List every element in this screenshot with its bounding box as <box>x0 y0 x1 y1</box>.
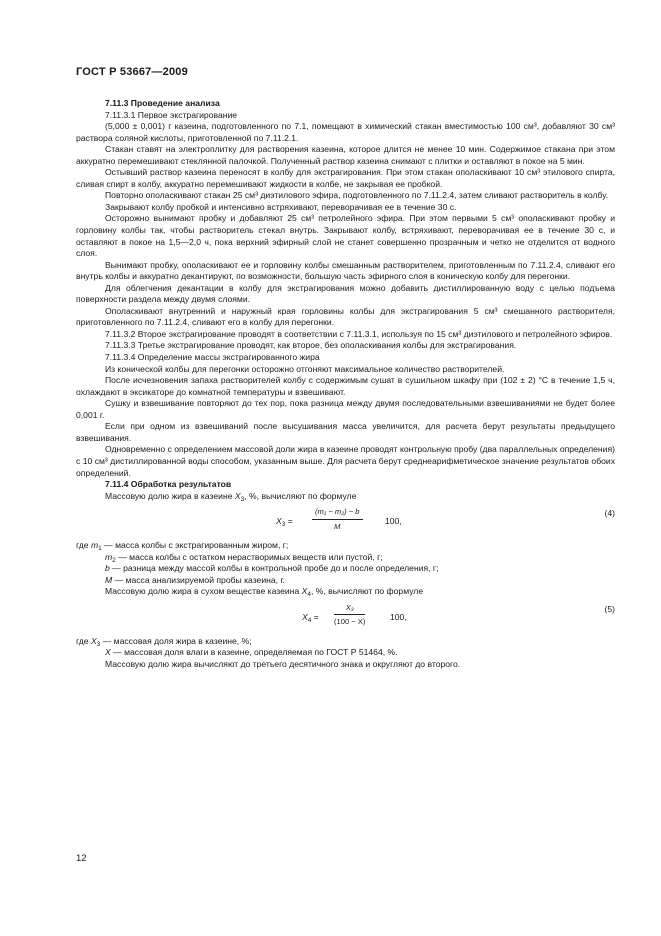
paragraph: Для облегчения декантации в колбу для экстрагирования можно добавить дистиллированную воду с целью подъема поверхности раздела между двумя слоями. <box>76 282 615 305</box>
formula-multiplier: 100, <box>390 611 407 622</box>
formula-denominator: (100 − X) <box>334 617 366 627</box>
paragraph: Вынимают пробку, ополаскивают ее и горловину колбы смешанным растворителем, приготовленным по 7.11.2.4, сливают его внутрь колбы и аккуратно декантируют, по возможности, большую часть эфирного слоя в коническую колбу для перегонки. <box>76 259 615 282</box>
equation-number: (4) <box>604 508 615 519</box>
paragraph: Сушку и взвешивание повторяют до тех пор, пока разница между двумя последовательными взвешиваниями не будет более 0,001 г. <box>76 398 615 420</box>
legend-item: b — разница между массой колбы в контрольной пробе до и после определения, г; <box>105 563 439 574</box>
formula-multiplier: 100, <box>385 516 402 527</box>
formula-intro: Массовую долю жира в казеине $X_3$, %, вычисляют по формуле <box>105 490 357 503</box>
equation-number: (5) <box>604 603 615 614</box>
paragraph: Одновременно с определением массовой доли жира в казеине проводят контрольную пробу (два параллельных определения) с 10 см³ дистиллированной воды способом, указанным выше. Для расчета берут среднеарифметическое значение результатов обоих определений. <box>76 444 615 478</box>
formula-lhs: $X_3$ = <box>276 516 293 529</box>
section-heading-7-11-4: 7.11.4 Обработка результатов <box>105 479 232 490</box>
paragraph: Если при одном из взвешиваний после высушивания масса увеличится, для расчета берут результаты предыдущего взвешивания. <box>76 421 615 443</box>
paragraph: Осторожно вынимают пробку и добавляют 25 см³ петролейного эфира. При этом первыми 5 см³ ополаскивают пробку и горловину колбы так, чтобы растворитель стекал внутрь. Закрывают колбу, встряхивают, переворачивая ее в течение 30 с, и оставляют в покое на 1,5—2,0 ч, пока верхний эфирный слой не станет совершенно прозрачным и четко не отделится от водного слоя. <box>76 213 615 259</box>
formula-5 <box>76 602 615 634</box>
paragraph: Стакан ставят на электроплитку для растворения казеина, которое длится не менее 10 мин. Содержимое стакана при этом аккуратно перемешивают стеклянной палочкой. Полученный раствор казеина снимают с плитки и оставляют в покое на 5 мин. <box>76 144 615 166</box>
legend-item: где $m_1$ — масса колбы с экстрагированным жиром, г; <box>76 540 289 553</box>
subsection-7-11-3-4-title: 7.11.3.4 Определение массы экстрагированного жира <box>105 352 320 363</box>
legend-item: где $X_3$ — массовая доля жира в казеине, %; <box>76 635 252 648</box>
legend-item: $m_2$ — масса колбы с остатком нерастворимых веществ или пустой, г; <box>105 551 383 564</box>
legend-item: X — массовая доля влаги в казеине, определяемая по ГОСТ Р 51464, %. <box>105 647 398 658</box>
subsection-7-11-3-3: 7.11.3.3 Третье экстрагирование проводят, как второе, без ополаскивания колбы для экстрагирования. <box>105 340 517 351</box>
formula-lhs: $X_4$ = <box>302 611 319 624</box>
paragraph: Остывший раствор казеина переносят в колбу для экстрагирования. При этом стакан ополаскивают 10 см³ этилового спирта, сливая спирт в колбу, аккуратно перемешивают жидкости в колбе, не закрывая ее пробкой. <box>76 167 615 189</box>
formula-intro: Массовую долю жира в сухом веществе казеина $X_4$, %, вычисляют по формуле <box>105 586 424 599</box>
legend-item: M — масса анализируемой пробы казеина, г. <box>105 574 285 585</box>
paragraph: Повторно ополаскивают стакан 25 см³ диэтилового эфира, подготовленного по 7.11.2.4, затем сливают растворитель в колбу. <box>105 190 609 201</box>
document-body <box>76 98 615 671</box>
formula-numerator: (m₁ − m₂) − b <box>312 506 363 520</box>
formula-fraction <box>334 602 365 628</box>
paragraph: Массовую долю жира вычисляют до третьего десятичного знака и округляют до второго. <box>105 658 461 669</box>
paragraph: (5,000 ± 0,001) г казеина, подготовленного по 7.1, помещают в химический стакан вместимостью 100 см³, добавляют 30 см³ раствора соляной кислоты, приготовленной по 7.11.2.1. <box>76 121 615 143</box>
page-number: 12 <box>76 853 87 864</box>
subsection-7-11-3-2: 7.11.3.2 Второе экстрагирование проводят в соответствии с 7.11.3.1, используя по 15 см³ диэтилового и петролейного эфиров. <box>105 328 613 339</box>
legend-list-1 <box>76 540 615 586</box>
paragraph: Из конической колбы для перегонки осторожно отгоняют максимальное количество растворителей. <box>105 363 505 374</box>
document-code-header: ГОСТ Р 53667—2009 <box>76 66 188 78</box>
paragraph: Ополаскивают внутренний и наружный края горловины колбы для экстрагирования 5 см³ смешанного растворителя, приготовленного по 7.11.2.4, сливают его в колбу для перегонки. <box>76 305 615 328</box>
subsection-7-11-3-1-title: 7.11.3.1 Первое экстрагирование <box>105 109 238 120</box>
formula-fraction <box>312 506 363 532</box>
legend-list-2 <box>76 636 615 659</box>
formula-numerator: X₃ <box>334 602 365 616</box>
paragraph: После исчезновения запаха растворителей колбу с содержимым сушат в сушильном шкафу при (102 ± 2) °С в течение 1,5 ч, охлаждают в эксикаторе до комнатной температуры и взвешивают. <box>76 375 615 397</box>
formula-denominator: M <box>334 521 341 531</box>
paragraph: Закрывают колбу пробкой и интенсивно встряхивают, переворачивая ее в течение 30 с. <box>105 201 457 212</box>
formula-4 <box>76 506 615 538</box>
section-heading-7-11-3: 7.11.3 Проведение анализа <box>105 98 220 108</box>
